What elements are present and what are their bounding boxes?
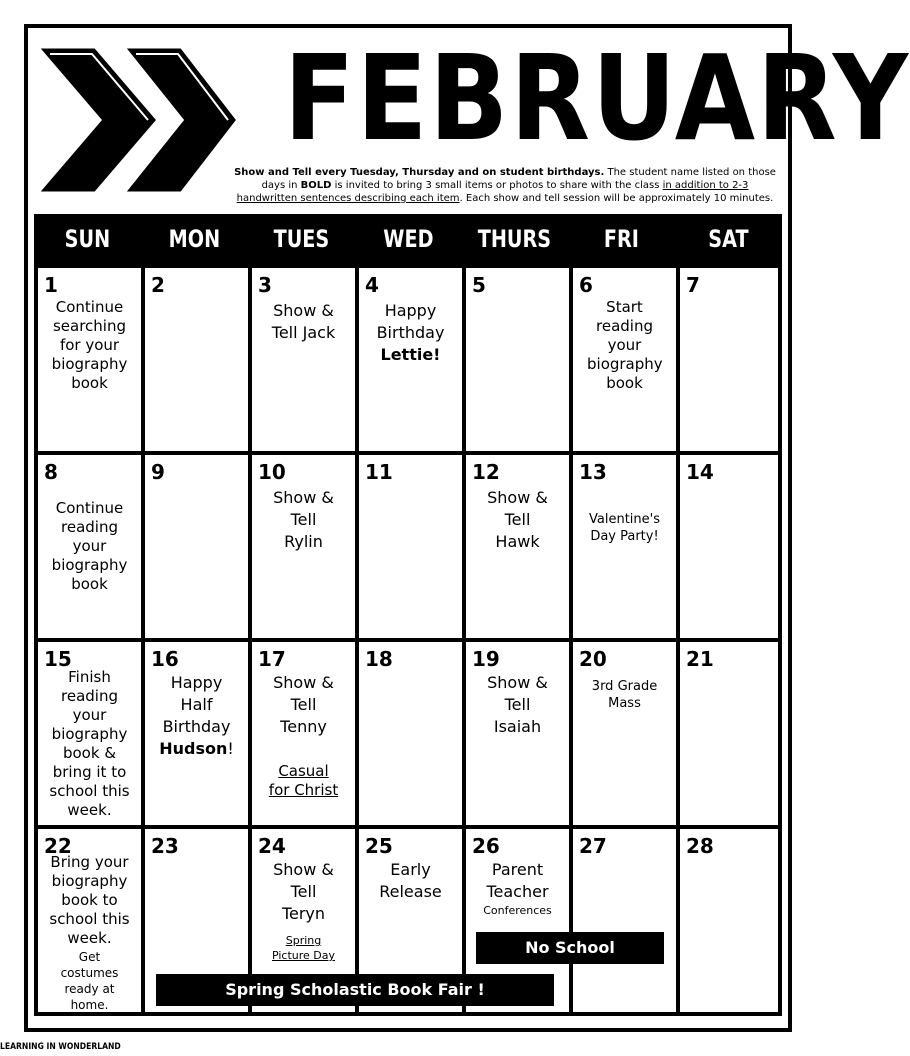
birthday-line: Happy Birthday [376,301,445,342]
day-cell-20 [573,642,680,829]
day-number: 7 [686,273,700,297]
day-cell-27 [573,829,680,1012]
day-number: 13 [579,460,607,484]
day-number: 20 [579,647,607,671]
note-text-3: is invited to bring 3 small items or photos to share with the class [331,180,663,191]
day-number: 4 [365,273,379,297]
day-cell-1 [38,268,145,455]
day-small-note: Get costumes ready at home. [60,950,119,1012]
day-cell-15 [38,642,145,829]
day-header: SUN [64,225,111,253]
day-small-note: Conferences [483,904,552,917]
day-number: 8 [44,460,58,484]
weekday-header [34,214,782,264]
day-note: Show & Tell Tenny [273,673,334,736]
day-cell-9 [145,455,252,642]
day-cell-17 [252,642,359,829]
day-note: Show & Tell Isaiah [487,673,548,736]
day-cell-11 [359,455,466,642]
day-cell-28 [680,829,778,1012]
note-bold: Show and Tell every Tuesday, Thursday and on student birthdays. [234,167,605,178]
note-underlined: in addition to 2-3 handwritten sentences describing each item [236,180,749,204]
birthday-line: Happy Half Birthday [162,673,231,736]
day-header: FRI [604,225,640,253]
day-note: Continue reading your biography book [51,499,128,593]
day-cell-5 [466,268,573,455]
birthday-name: Lettie! [380,345,441,364]
day-note: Parent Teacher [486,860,549,901]
calendar-grid [34,264,782,1016]
day-number: 16 [151,647,179,671]
day-number: 10 [258,460,286,484]
day-number: 2 [151,273,165,297]
day-cell-6 [573,268,680,455]
day-note: 3rd Grade Mass [591,679,658,711]
day-number: 19 [472,647,500,671]
day-number: 17 [258,647,286,671]
day-number: 9 [151,460,165,484]
day-header: SAT [708,225,749,253]
day-cell-14 [680,455,778,642]
day-number: 3 [258,273,272,297]
no-school-banner: No School [476,932,664,964]
day-note: Valentine's Day Party! [589,512,660,544]
day-note: Start reading your biography book [587,298,663,392]
day-number: 27 [579,834,607,858]
day-cell-4 [359,268,466,455]
day-number: 6 [579,273,593,297]
day-number: 1 [44,273,58,297]
day-note: Finish reading your biography book & bring it to school this week. [49,668,130,819]
day-number: 5 [472,273,486,297]
month-title: FEBRUARY [283,29,910,167]
day-number: 11 [365,460,393,484]
note-text-2: The student name listed on those days in [261,167,776,191]
day-number: 28 [686,834,714,858]
day-header: TUES [273,225,329,253]
birthday-name: Hudson [159,739,228,758]
day-cell-7 [680,268,778,455]
day-number: 24 [258,834,286,858]
birthday-suffix: ! [227,739,234,758]
day-note: Continue searching for your biography book [51,298,128,392]
note-bold-word: BOLD [300,180,332,191]
day-cell-13 [573,455,680,642]
event-note: Spring Picture Day [271,934,336,962]
credit-text: LEARNING IN WONDERLAND [0,1042,121,1052]
day-number: 23 [151,834,179,858]
day-number: 14 [686,460,714,484]
day-cell-19 [466,642,573,829]
day-note: Early Release [379,860,442,901]
day-cell-12 [466,455,573,642]
day-cell-2 [145,268,252,455]
day-cell-16 [145,642,252,829]
day-note: Bring your biography book to school this week. [49,853,130,947]
day-header: THURS [478,225,552,253]
day-note: Show & Tell Jack [271,301,336,342]
note-text-4: . Each show and tell session will be approximately 10 minutes. [459,193,774,204]
book-fair-banner: Spring Scholastic Book Fair ! [156,974,554,1006]
event-note: Casual for Christ [268,762,339,799]
birthday-note [155,672,238,760]
day-cell-3 [252,268,359,455]
day-cell-10 [252,455,359,642]
day-note: Show & Tell Teryn [273,860,334,923]
day-number: 12 [472,460,500,484]
day-header: MON [168,225,221,253]
day-cell-21 [680,642,778,829]
show-and-tell-note [232,166,778,205]
day-header: WED [382,225,434,253]
day-note: Show & Tell Rylin [273,488,334,551]
day-number: 21 [686,647,714,671]
day-number: 25 [365,834,393,858]
double-chevron-icon [36,40,236,200]
birthday-note [369,300,452,366]
day-number: 22 [44,834,72,858]
day-number: 15 [44,647,72,671]
day-cell-8 [38,455,145,642]
day-note: Show & Tell Hawk [487,488,548,551]
day-cell-18 [359,642,466,829]
day-cell-22 [38,829,145,1012]
day-number: 18 [365,647,393,671]
day-number: 26 [472,834,500,858]
